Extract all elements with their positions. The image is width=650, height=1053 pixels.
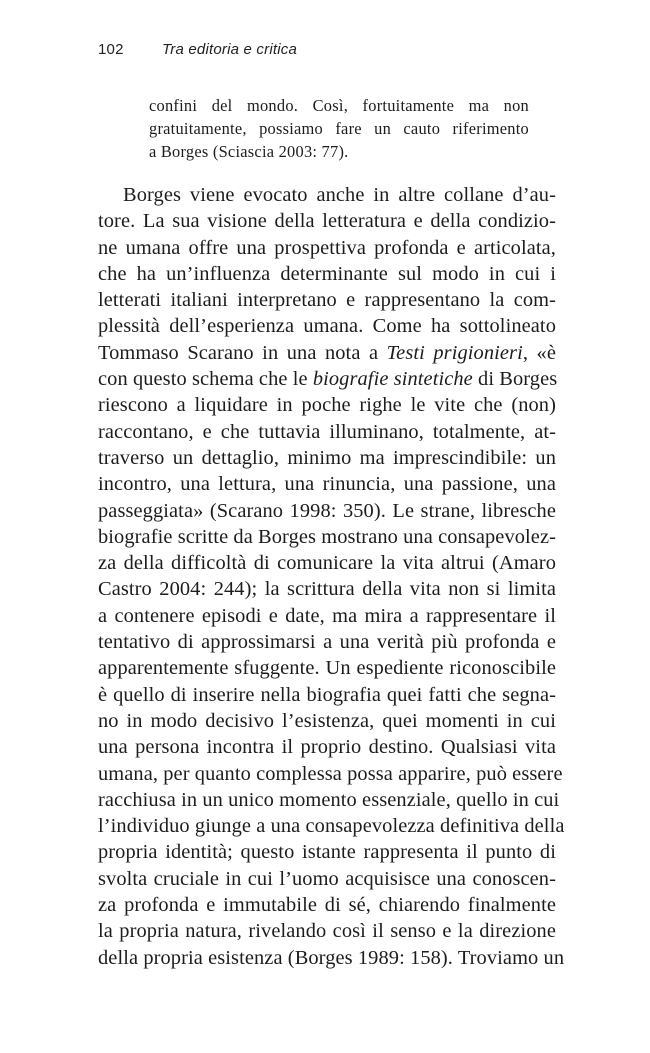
- body-paragraph: [98, 182, 565, 971]
- line-text: con questo schema che le: [98, 368, 313, 391]
- paragraph-line: della propria esistenza (Borges 1989: 158). Troviamo un: [98, 946, 565, 969]
- paragraph-line: tentativo di approssimarsi a una verità più profonda e: [98, 631, 556, 654]
- paragraph-line: è quello di inserire nella biografia quei fatti che segna-: [98, 683, 556, 706]
- block-quote: [149, 94, 529, 163]
- paragraph-line: l’individuo giunge a una consapevolezza definitiva della: [98, 815, 565, 838]
- paragraph-line: za profonda e immutabile di sé, chiarendo finalmente: [98, 894, 556, 917]
- paragraph-line: tore. La sua visione della letteratura e della condizio-: [98, 210, 556, 233]
- paragraph-line: Castro 2004: 244); la scrittura della vita non si limita: [98, 578, 556, 601]
- paragraph-line: la propria natura, rivelando così il senso e la direzione: [98, 920, 556, 943]
- emphasized-term: biografie sintetiche: [312, 368, 473, 391]
- book-title: Testi prigionieri: [386, 341, 523, 364]
- paragraph-line: letterati italiani interpretano e rappresentano la com-: [98, 289, 556, 312]
- paragraph-line: passeggiata» (Scarano 1998: 350). Le strane, libresche: [98, 499, 556, 522]
- paragraph-line: [98, 340, 556, 366]
- paragraph-line: a contenere episodi e date, ma mira a rappresentare il: [98, 604, 556, 627]
- paragraph-line: no in modo decisivo l’esistenza, quei momenti in cui: [98, 709, 556, 732]
- paragraph-line: propria identità; questo istante rappresenta il punto di: [98, 841, 556, 864]
- running-head: [98, 41, 297, 58]
- paragraph-line: racchiusa in un unico momento essenziale, quello in cui: [98, 788, 560, 811]
- paragraph-line: plessità dell’esperienza umana. Come ha sottolineato: [98, 315, 556, 338]
- paragraph-line: una persona incontra il proprio destino. Qualsiasi vita: [98, 736, 556, 759]
- paragraph-line: apparentemente sfuggente. Un espediente riconoscibile: [98, 657, 556, 680]
- paragraph-line: incontro, una lettura, una rinuncia, una passione, una: [98, 473, 556, 496]
- paragraph-line: [98, 366, 556, 392]
- page-number: 102: [98, 41, 124, 58]
- paragraph-line: svolta cruciale in cui l’uomo acquisisce una conoscen-: [98, 867, 556, 890]
- paragraph-line: biografie scritte da Borges mostrano una consapevolez-: [98, 525, 556, 548]
- line-text: Tommaso Scarano in una nota a: [98, 341, 387, 364]
- paragraph-line: Borges viene evocato anche in altre collane d’au-: [123, 184, 556, 206]
- quote-line: a Borges (Sciascia 2003: 77).: [149, 142, 349, 161]
- paragraph-line: umana, per quanto complessa possa apparire, può essere: [98, 762, 563, 785]
- line-text: , «è: [522, 341, 556, 364]
- line-text: di Borges: [472, 368, 558, 391]
- paragraph-line: traverso un dettaglio, minimo ma imprescindibile: un: [98, 446, 556, 469]
- section-title: Tra editoria e critica: [162, 41, 297, 58]
- quote-line: gratuitamente, possiamo fare un cauto riferimento: [149, 119, 529, 138]
- paragraph-line: riescono a liquidare in poche righe le vite che (non): [98, 394, 556, 417]
- paragraph-line: raccontano, e che tuttavia illuminano, totalmente, at-: [98, 420, 556, 443]
- paragraph-line: za della difficoltà di comunicare la vita altrui (Amaro: [98, 552, 556, 575]
- paragraph-line: ne umana offre una prospettiva profonda e articolata,: [98, 236, 556, 259]
- quote-line: confini del mondo. Così, fortuitamente ma non: [149, 96, 529, 115]
- paragraph-line: che ha un’influenza determinante sul modo in cui i: [98, 262, 556, 285]
